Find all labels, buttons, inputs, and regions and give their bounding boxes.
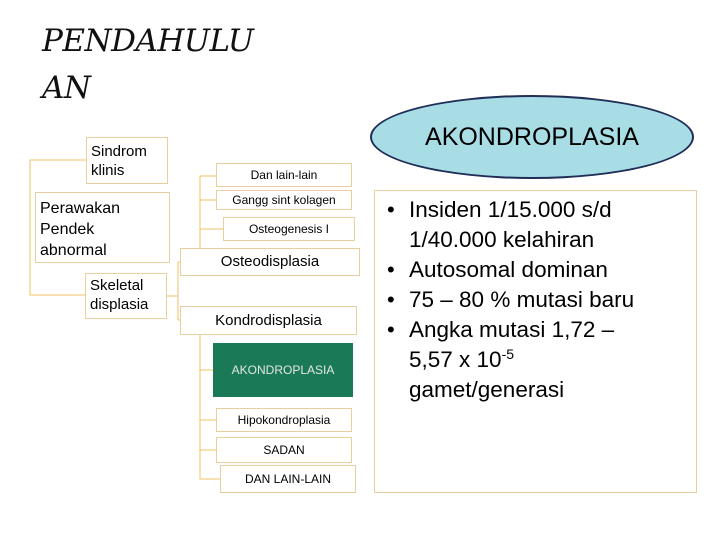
box-text-line: Sindrom (91, 143, 147, 160)
box-akondroplasia-highlight: AKONDROPLASIA (213, 343, 353, 397)
connector-upper (200, 176, 216, 248)
box-hipokondroplasia: Hipokondroplasia (216, 408, 352, 432)
box-text-line: Skeletal (90, 277, 144, 294)
box-gangg-sint-kolagen: Gangg sint kolagen (216, 190, 352, 210)
bullet-text: 5,57 x 10 (409, 347, 502, 372)
bullet-text: gamet/generasi (409, 377, 565, 402)
bullet-autosomal (381, 255, 690, 285)
box-sindrom-klinis (86, 137, 168, 184)
box-text-line: displasia (90, 296, 149, 313)
bullet-text: 1/40.000 kelahiran (409, 227, 595, 252)
title-line-2: AN (42, 70, 91, 106)
bullet-text: Angka mutasi 1,72 – (409, 317, 615, 342)
bullet-list-box (374, 190, 697, 493)
box-text-line: abnormal (40, 242, 107, 259)
box-kondrodisplasia: Kondrodisplasia (180, 306, 357, 335)
slide-title (42, 18, 282, 112)
bullet-mutasi-baru (381, 285, 690, 315)
bullet-angka-mutasi (381, 315, 690, 405)
box-sadan: SADAN (216, 437, 352, 463)
box-text-line: klinis (91, 162, 125, 179)
title-line-1: PENDAHULU (42, 23, 254, 59)
box-osteodisplasia: Osteodisplasia (180, 248, 360, 276)
box-dan-lain-lain: Dan lain-lain (216, 163, 352, 187)
bullet-text: Autosomal dominan (409, 257, 608, 282)
box-text-line: Pendek (40, 221, 95, 238)
bullet-insiden (381, 195, 690, 255)
bullet-superscript: -5 (501, 346, 515, 362)
bullet-text: Insiden 1/15.000 s/d (409, 197, 612, 222)
box-dan-lain-lain-caps: DAN LAIN-LAIN (220, 465, 356, 493)
box-skeletal-displasia (85, 273, 167, 319)
akondroplasia-ellipse: AKONDROPLASIA (370, 95, 694, 179)
box-perawakan-pendek (35, 192, 170, 263)
box-text-line: Perawakan (40, 200, 121, 217)
box-osteogenesis: Osteogenesis I (223, 217, 355, 241)
bullet-text: 75 – 80 % mutasi baru (409, 287, 635, 312)
